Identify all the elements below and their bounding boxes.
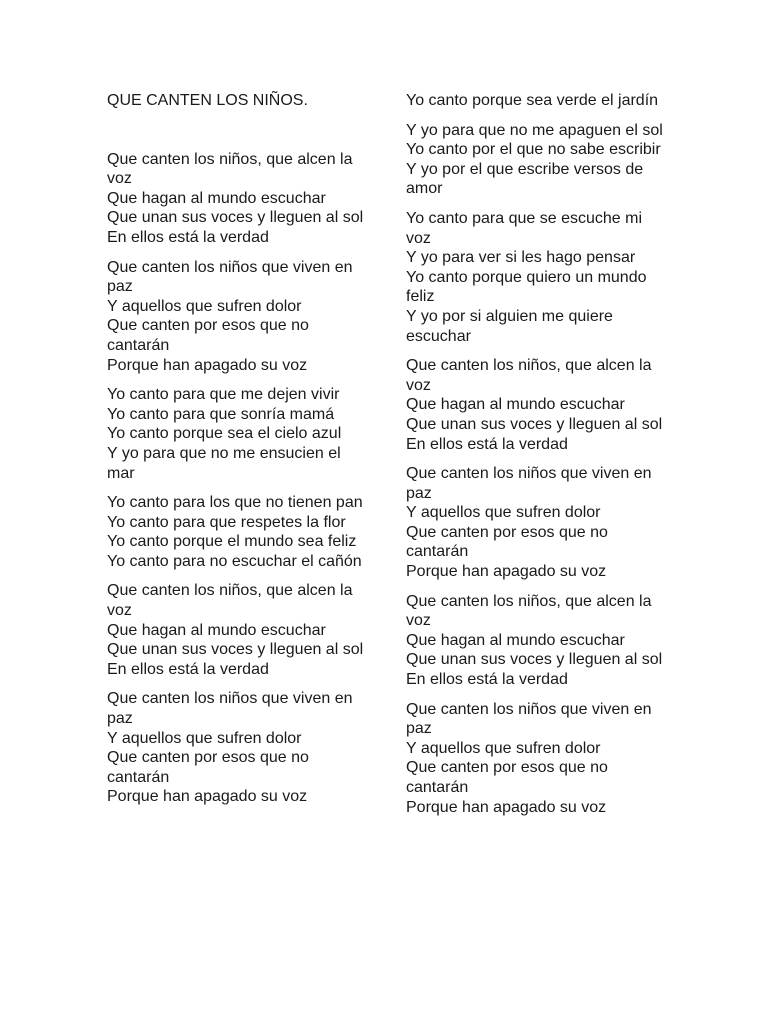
lyric-line: Que unan sus voces y lleguen al sol xyxy=(107,641,364,659)
lyric-line: Que canten los niños, que alcen la voz xyxy=(107,582,353,620)
stanza xyxy=(406,700,668,818)
stanza xyxy=(107,581,372,679)
lyric-line: Que unan sus voces y lleguen al sol xyxy=(406,415,663,433)
left-column xyxy=(107,91,372,817)
lyric-line: Porque han apagado su voz xyxy=(406,563,607,581)
lyric-line: Y aquellos que sufren dolor xyxy=(406,739,601,757)
lyric-line: Porque han apagado su voz xyxy=(107,788,308,806)
lyric-line: Yo canto porque sea el cielo azul xyxy=(107,425,342,443)
lyric-line: Que canten los niños, que alcen la voz xyxy=(406,592,652,630)
lyric-line: Yo canto para que se escuche mi voz xyxy=(406,209,643,247)
lyric-line: Que canten por esos que no cantarán xyxy=(406,523,608,561)
stanza xyxy=(107,385,372,483)
lyric-line: Que unan sus voces y lleguen al sol xyxy=(406,651,663,669)
lyric-line: En ellos está la verdad xyxy=(107,660,269,678)
lyric-line: Porque han apagado su voz xyxy=(107,356,308,374)
lyric-line: Yo canto para no escuchar el cañón xyxy=(107,552,362,570)
song-title: QUE CANTEN LOS NIÑOS. xyxy=(107,92,308,109)
lyric-line: Y yo por si alguien me quiere escuchar xyxy=(406,307,613,345)
lyric-line: Yo canto porque sea verde el jardín xyxy=(406,92,659,109)
lyric-line: Yo canto para que respetes la flor xyxy=(107,513,346,531)
lyric-line: Y yo para que no me apaguen el sol xyxy=(406,121,663,139)
lyric-line: Y yo para ver si les hago pensar xyxy=(406,249,636,267)
stanza xyxy=(406,592,668,690)
stanza xyxy=(406,121,668,199)
right-stanzas xyxy=(406,91,668,817)
stanza xyxy=(406,91,668,111)
lyric-line: Que hagan al mundo escuchar xyxy=(107,621,326,639)
lyric-line: Que canten los niños que viven en paz xyxy=(107,690,353,728)
lyric-line: Y aquellos que sufren dolor xyxy=(107,729,302,747)
lyric-line: Yo canto para los que no tienen pan xyxy=(107,494,363,512)
lyric-line: En ellos está la verdad xyxy=(406,671,568,689)
lyric-line: Porque han apagado su voz xyxy=(406,798,607,816)
lyric-line: Yo canto por el que no sabe escribir xyxy=(406,141,661,159)
stanza xyxy=(406,464,668,582)
stanza xyxy=(107,689,372,807)
lyric-line: Que unan sus voces y lleguen al sol xyxy=(107,209,364,227)
stanza xyxy=(107,493,372,571)
lyric-line: Y yo por el que escribe versos de amor xyxy=(406,160,644,198)
lyric-line: Y aquellos que sufren dolor xyxy=(406,504,601,522)
stanza xyxy=(406,209,668,346)
lyric-line: Que canten los niños, que alcen la voz xyxy=(406,357,652,394)
lyric-line: Que canten los niños que viven en paz xyxy=(406,700,652,738)
lyric-line: Yo canto porque el mundo sea feliz xyxy=(107,533,357,551)
lyric-line: Que hagan al mundo escuchar xyxy=(406,631,625,649)
lyric-line: Yo canto para que me dejen vivir xyxy=(107,386,340,404)
lyric-line: Y aquellos que sufren dolor xyxy=(107,297,302,315)
stanza xyxy=(406,356,668,454)
lyric-line: Y yo para que no me ensucien el mar xyxy=(107,444,341,482)
lyric-line: Que canten los niños que viven en paz xyxy=(107,258,353,296)
lyric-line: Que canten por esos que no cantarán xyxy=(406,759,608,796)
lyric-line: Que hagan al mundo escuchar xyxy=(107,189,326,207)
lyric-line: Que canten los niños, que alcen la voz xyxy=(107,150,353,188)
left-stanzas xyxy=(107,150,372,807)
lyric-line: Yo canto porque quiero un mundo feliz xyxy=(406,268,647,306)
lyric-line: Que canten por esos que no cantarán xyxy=(107,749,309,786)
lyric-line: Que canten los niños que viven en paz xyxy=(406,465,652,502)
lyric-line: Que hagan al mundo escuchar xyxy=(406,396,625,414)
right-column xyxy=(406,91,668,827)
lyric-line: En ellos está la verdad xyxy=(406,435,568,453)
stanza xyxy=(107,258,372,376)
lyric-line: Que canten por esos que no cantarán xyxy=(107,317,309,354)
stanza xyxy=(107,150,372,248)
lyric-line: Yo canto para que sonría mamá xyxy=(107,405,335,423)
lyric-line: En ellos está la verdad xyxy=(107,228,269,246)
